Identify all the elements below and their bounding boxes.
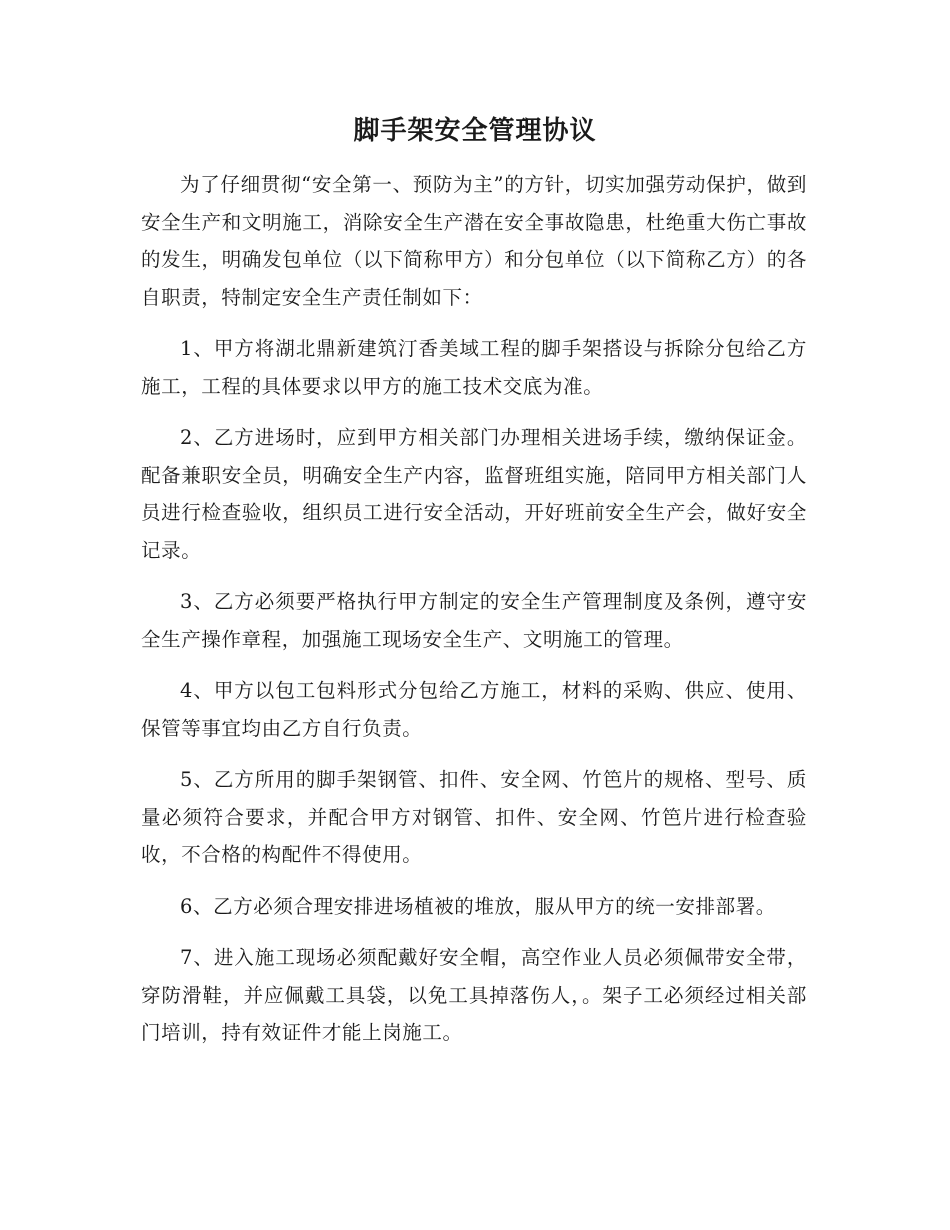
clause-1-paragraph: 1、甲方将湖北鼎新建筑汀香美域工程的脚手架搭设与拆除分包给乙方施工，工程的具体要求以甲方的施工技术交底为准。 [141,337,807,398]
clause-4-paragraph: 4、甲方以包工包料形式分包给乙方施工，材料的采购、供应、使用、保管等事宜均由乙方自行负责。 [141,679,807,740]
clause-2-paragraph: 2、乙方进场时，应到甲方相关部门办理相关进场手续，缴纳保证金。配备兼职安全员，明确安全生产内容，监督班组实施，陪同甲方相关部门人员进行检查验收，组织员工进行安全活动，开好班前安全生产会，做好安全记录。 [141,426,807,562]
intro-paragraph: 为了仔细贯彻“安全第一、预防为主”的方针，切实加强劳动保护，做到安全生产和文明施工，消除安全生产潜在安全事故隐患，杜绝重大伤亡事故的发生，明确发包单位（以下简称甲方）和分包单位（以下简称乙方）的各自职责，特制定安全生产责任制如下： [141,173,807,309]
document-body [141,166,807,1066]
clause-5-paragraph: 5、乙方所用的脚手架钢管、扣件、安全网、竹笆片的规格、型号、质量必须符合要求，并配合甲方对钢管、扣件、安全网、竹笆片进行检查验收，不合格的构配件不得使用。 [141,768,807,866]
clause-7-paragraph: 7、进入施工现场必须配戴好安全帽，高空作业人员必须佩带安全带，穿防滑鞋，并应佩戴工具袋，以免工具掉落伤人，。架子工必须经过相关部门培训，持有效证件才能上岗施工。 [141,946,807,1044]
clause-6-paragraph: 6、乙方必须合理安排进场植被的堆放，服从甲方的统一安排部署。 [180,894,776,918]
document-title: 脚手架安全管理协议 [353,116,597,146]
clause-3-paragraph: 3、乙方必须要严格执行甲方制定的安全生产管理制度及条例，遵守安全生产操作章程，加强施工现场安全生产、文明施工的管理。 [141,590,807,651]
